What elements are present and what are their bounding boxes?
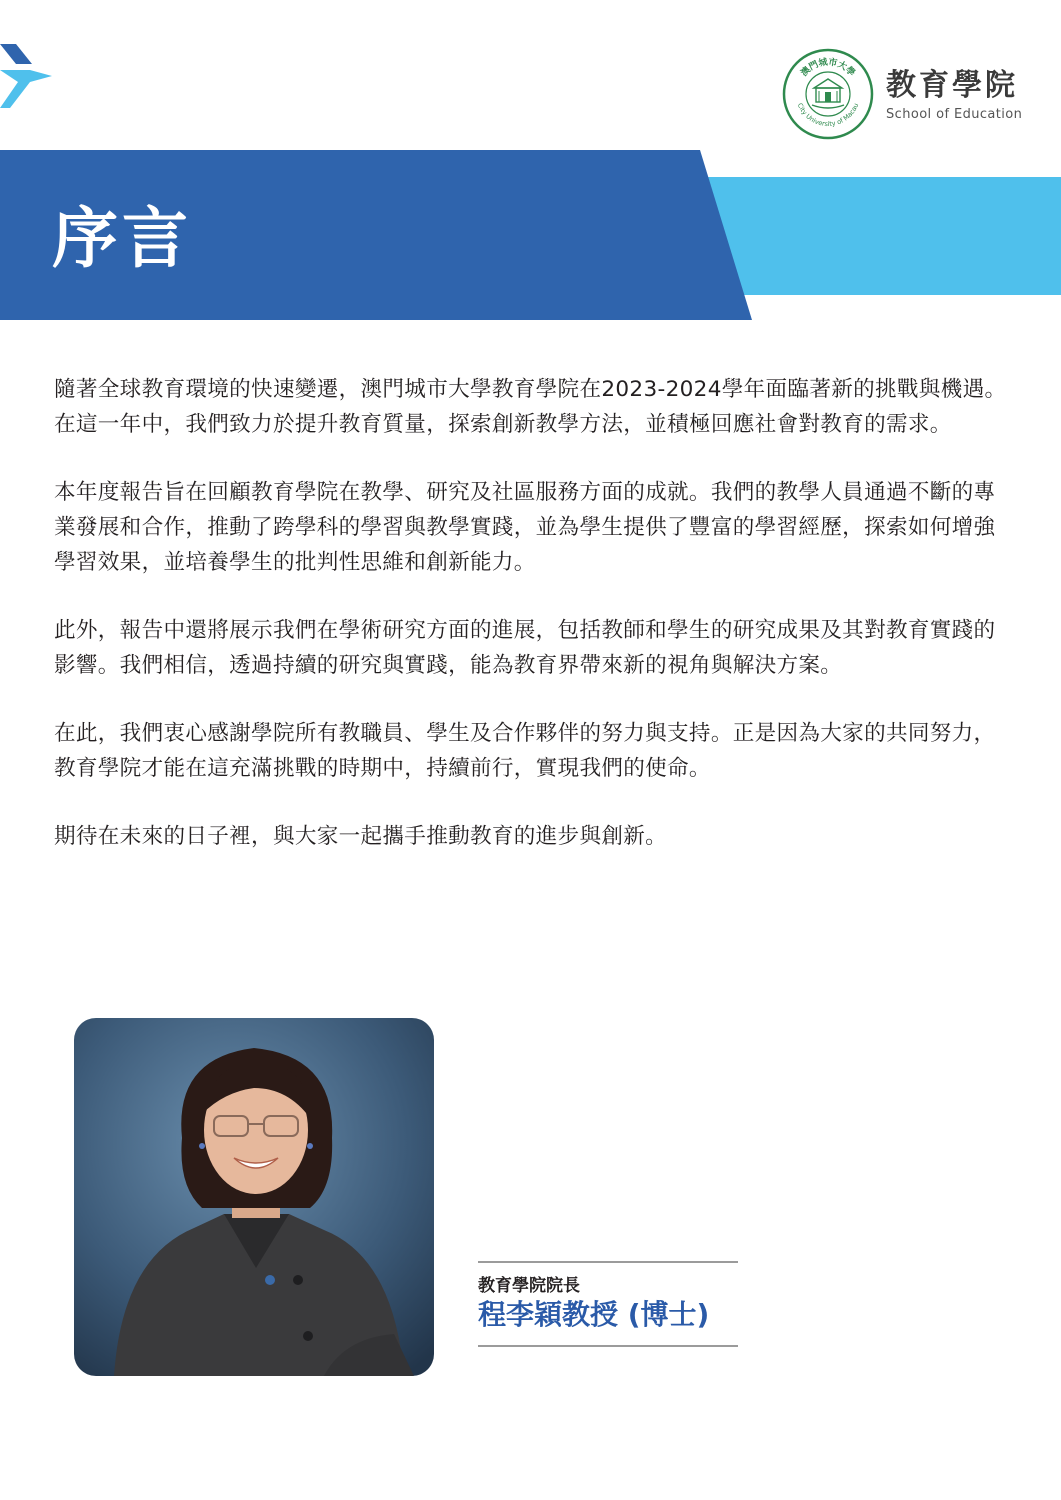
paragraph: 期待在未來的日子裡，與大家一起攜手推動教育的進步與創新。 <box>54 824 668 849</box>
paragraph: 隨著全球教育環境的快速變遷，澳門城市大學教育學院在2023-2024學年面臨著新的挑戰與機遇。在這一年中，我們致力於提升教育質量，探索創新教學方法，並積極回應社會對教育的需求。 <box>54 377 1007 437</box>
dean-portrait <box>74 1018 434 1376</box>
dean-name: 程李穎教授 (博士) <box>478 1298 710 1331</box>
university-seal-icon <box>782 48 874 140</box>
seal-text-en: City University of Macau <box>795 101 861 129</box>
dean-role: 教育學院院長 <box>478 1276 580 1296</box>
preface-body <box>54 372 1009 887</box>
paragraph: 在此，我們衷心感謝學院所有教職員、學生及合作夥伴的努力與支持。正是因為大家的共同努力，教育學院才能在這充滿挑戰的時期中，持續前行，實現我們的使命。 <box>54 721 996 781</box>
page-title: 序言 <box>52 200 192 277</box>
paragraph: 此外，報告中還將展示我們在學術研究方面的進展，包括教師和學生的研究成果及其對教育實踐的影響。我們相信，透過持續的研究與實踐，能為教育界帶來新的視角與解決方案。 <box>54 618 996 678</box>
divider <box>478 1345 738 1347</box>
logo-title-cn: 教育學院 <box>886 67 1018 103</box>
divider <box>478 1261 738 1263</box>
seal-text-cn: 澳門城市大學 <box>799 57 857 79</box>
signature-block <box>478 1261 738 1347</box>
corner-chevron-icon <box>0 44 56 108</box>
school-logo <box>782 48 1022 140</box>
paragraph: 本年度報告旨在回顧教育學院在教學、研究及社區服務方面的成就。我們的教學人員通過不斷的專業發展和合作，推動了跨學科的學習與教學實踐，並為學生提供了豐富的學習經歷，探索如何增強學習效果，並培養學生的批判性思維和創新能力。 <box>54 480 996 575</box>
logo-title-en: School of Education <box>886 106 1023 122</box>
